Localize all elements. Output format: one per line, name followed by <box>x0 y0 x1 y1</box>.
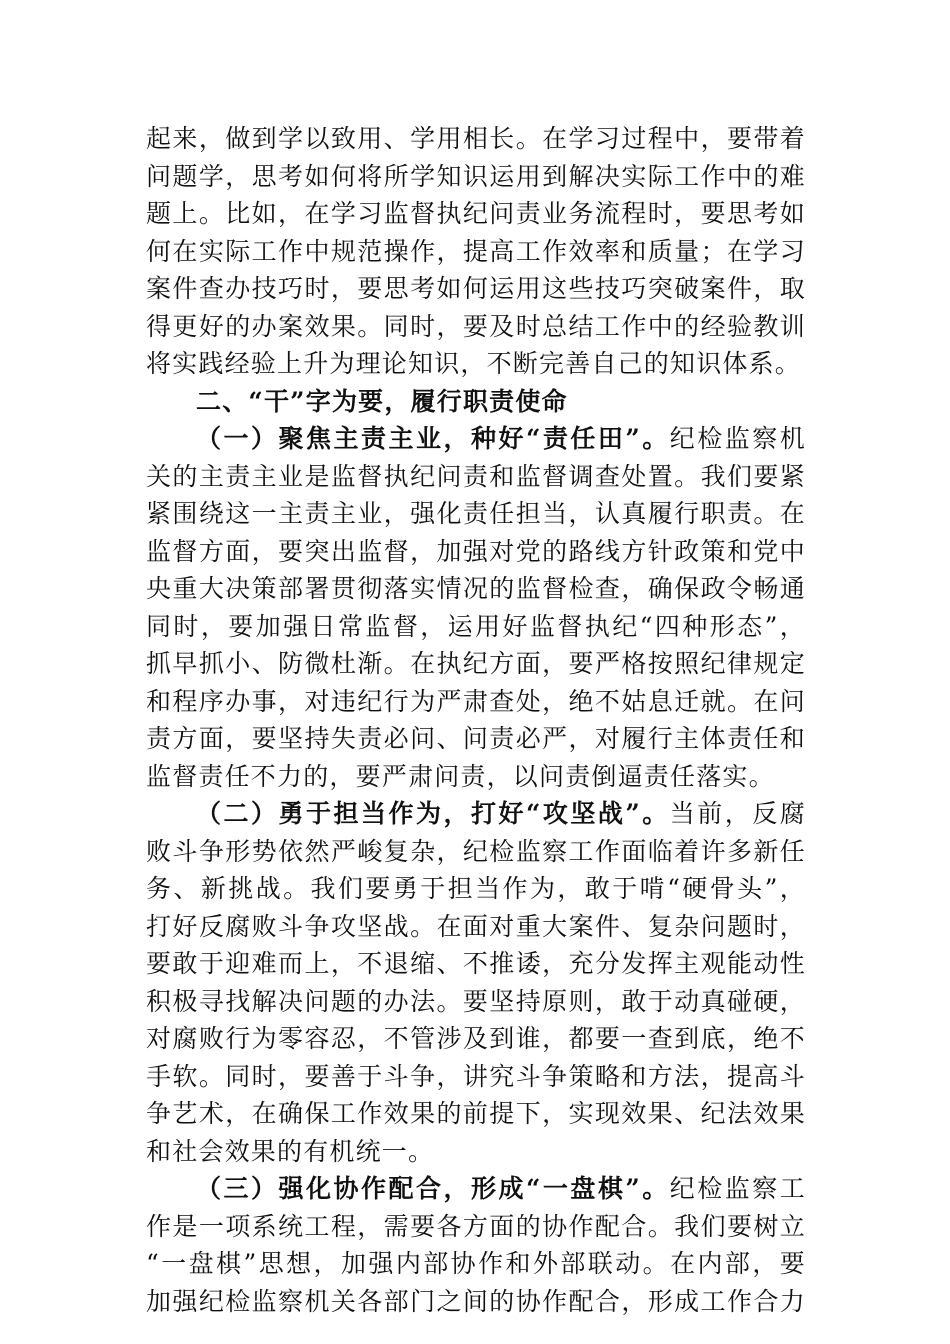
body-text: 和程序办事，对违纪行为严肃查处，绝不姑息迁就。在问 <box>146 686 806 716</box>
body-text: 当前，反腐 <box>669 799 806 828</box>
text-line <box>146 608 806 646</box>
body-text: 抓早抓小、防微杜渐。在执纪方面，要严格按照纪律规定 <box>146 649 806 678</box>
body-text: 得更好的办案效果。同时，要及时总结工作中的经验教训 <box>146 311 806 341</box>
text-line <box>146 345 806 383</box>
heading-text: （三）强化协作配合，形成“一盘棋”。 <box>196 1174 670 1203</box>
text-line <box>146 383 806 421</box>
text-line <box>146 1245 806 1283</box>
body-text: 对腐败行为零容忍，不管涉及到谁，都要一查到底，绝不 <box>146 1024 806 1053</box>
body-text: 加强纪检监察机关各部门之间的协作配合，形成工作合力 <box>146 1286 806 1316</box>
body-text: “一盘棋”思想，加强内部协作和外部联动。在内部，要 <box>146 1249 806 1278</box>
body-text: 纪检监察工 <box>669 1174 806 1203</box>
text-line <box>146 1058 806 1096</box>
text-line <box>146 1283 806 1321</box>
text-line <box>146 645 806 683</box>
body-text: 争艺术，在确保工作效果的前提下，实现效果、纪法效果 <box>146 1099 806 1128</box>
body-text: 案件查办技巧时，要思考如何运用这些技巧突破案件，取 <box>146 274 806 303</box>
body-text: 监督责任不力的，要严肃问责，以问责倒逼责任落实。 <box>146 761 775 791</box>
body-text: 要敢于迎难而上，不退缩、不推诿，充分发挥主观能动性 <box>146 949 806 978</box>
text-line <box>146 1020 806 1058</box>
text-line <box>146 270 806 308</box>
text-line <box>146 945 806 983</box>
body-text: 问题学，思考如何将所学知识运用到解决实际工作中的难 <box>146 161 806 191</box>
heading-text: （二）勇于担当作为，打好“攻坚战”。 <box>196 799 670 828</box>
body-text: 作是一项系统工程，需要各方面的协作配合。我们要树立 <box>146 1211 806 1241</box>
body-text: 同时，要加强日常监督，运用好监督执纪“四种形态”， <box>146 611 806 641</box>
text-line <box>146 195 806 233</box>
body-text: 务、新挑战。我们要勇于担当作为，敢于啃“硬骨头”， <box>146 874 806 903</box>
text-line <box>146 120 806 158</box>
text-line <box>146 158 806 196</box>
text-line <box>146 570 806 608</box>
body-text: 纪检监察机 <box>669 424 806 453</box>
body-text: 打好反腐败斗争攻坚战。在面对重大案件、复杂问题时， <box>146 911 806 941</box>
text-line <box>146 1208 806 1246</box>
text-line <box>146 533 806 571</box>
body-text: 将实践经验上升为理论知识，不断完善自己的知识体系。 <box>146 349 802 378</box>
body-text: 和社会效果的有机统一。 <box>146 1136 435 1166</box>
text-line <box>146 1095 806 1133</box>
text-line <box>146 458 806 496</box>
body-text: 积极寻找解决问题的办法。要坚持原则，敢于动真碰硬， <box>146 986 806 1016</box>
text-line <box>146 758 806 796</box>
body-text: 紧围绕这一主责主业，强化责任担当，认真履行职责。在 <box>146 499 806 528</box>
text-line <box>146 233 806 271</box>
body-text: 起来，做到学以致用、学用相长。在学习过程中，要带着 <box>146 124 806 153</box>
text-line <box>146 795 806 833</box>
body-text: 关的主责主业是监督执纪问责和监督调查处置。我们要紧 <box>146 461 806 491</box>
body-text: 央重大决策部署贯彻落实情况的监督检查，确保政令畅通 <box>146 574 806 603</box>
heading-text: 二、“干”字为要，履行职责使命 <box>196 386 568 416</box>
document-body <box>146 120 806 1320</box>
text-line <box>146 983 806 1021</box>
body-text: 手软。同时，要善于斗争，讲究斗争策略和方法，提高斗 <box>146 1061 806 1091</box>
text-line <box>146 495 806 533</box>
body-text: 题上。比如，在学习监督执纪问责业务流程时，要思考如 <box>146 199 806 228</box>
body-text: 责方面，要坚持失责必问、问责必严，对履行主体责任和 <box>146 724 806 753</box>
text-line <box>146 720 806 758</box>
body-text: 何在实际工作中规范操作，提高工作效率和质量；在学习 <box>146 236 806 266</box>
text-line <box>146 1170 806 1208</box>
text-line <box>146 308 806 346</box>
text-line <box>146 683 806 721</box>
body-text: 监督方面，要突出监督，加强对党的路线方针政策和党中 <box>146 536 806 566</box>
text-line <box>146 420 806 458</box>
text-line <box>146 1133 806 1171</box>
text-line <box>146 908 806 946</box>
text-line <box>146 870 806 908</box>
text-line <box>146 833 806 871</box>
heading-text: （一）聚焦主责主业，种好“责任田”。 <box>196 424 670 453</box>
body-text: 败斗争形势依然严峻复杂，纪检监察工作面临着许多新任 <box>146 836 806 866</box>
